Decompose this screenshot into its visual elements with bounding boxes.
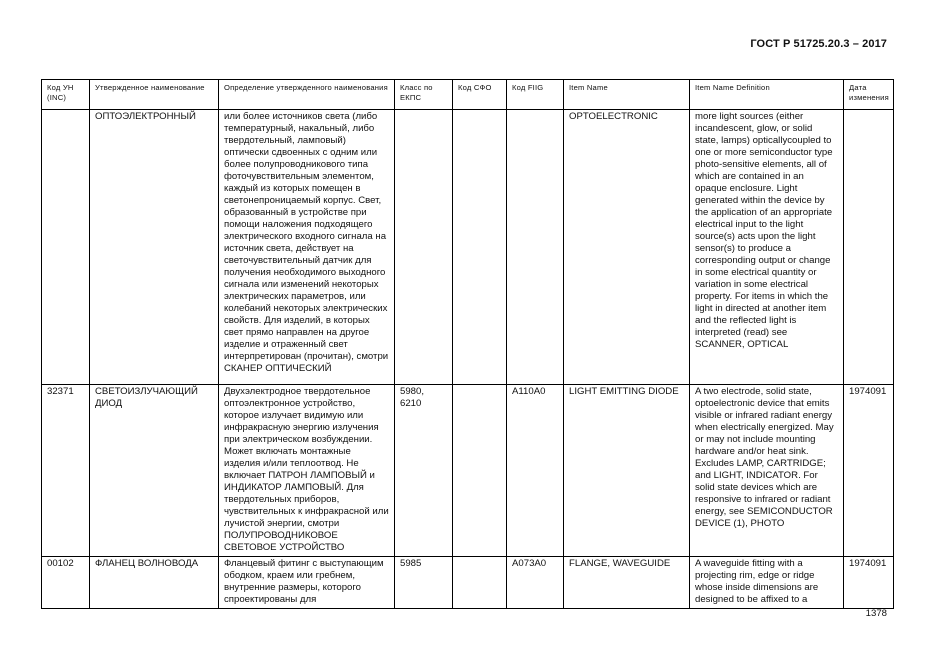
- table-row: [42, 385, 894, 557]
- cell-date: 1974091: [844, 385, 894, 557]
- cell-ekps: 5980, 6210: [395, 385, 453, 557]
- cell-sfo: [453, 110, 507, 385]
- cell-item-definition: more light sources (either incandescent, glow, or solid state, lamps) opticallycoupled to one or more semiconductor type photo-sensitive elements, all of which are contained in an opaque enclosure. Light generated within the device by the application of an appropriate electrical input to the light source(s) acts upon the light sensor(s) to produce a corresponding output or change in some electrical quantity or variation in some electrical property. For items in which the light in directed at another item and the reflected light is interpreted (read) see SCANNER, OPTICAL: [690, 110, 844, 385]
- col-header-name-ru: Утвержденное наименование: [90, 80, 219, 110]
- standard-designation: ГОСТ Р 51725.20.3 – 2017: [750, 38, 887, 50]
- cell-definition-ru: Двухэлектродное твердотельное оптоэлектронное устройство, которое излучает видимую или инфракрасную энергию излучения при электрическом возбуждении. Может включать монтажные изделия и/или теплоотвод. Не включает ПАТРОН ЛАМПОВЫЙ и ИНДИКАТОР ЛАМПОВЫЙ. Для твердотельных приборов, чувствительных к инфракрасной или лучистой энергии, смотри ПОЛУПРОВОДНИКОВОЕ СВЕТОВОЕ УСТРОЙСТВО: [219, 385, 395, 557]
- col-header-item-name: Item Name: [564, 80, 690, 110]
- cell-definition-ru: Фланцевый фитинг с выступающим ободком, краем или гребнем, внутренние размеры, которого спроектированы для: [219, 557, 395, 609]
- cell-sfo: [453, 557, 507, 609]
- cell-name-ru: ФЛАНЕЦ ВОЛНОВОДА: [90, 557, 219, 609]
- cell-inc: 00102: [42, 557, 90, 609]
- cell-definition-ru: или более источников света (либо температурный, накальный, либо твердотельный, ламповый) оптически сдвоенных с одним или более полупроводникового типа фоточувствительным элементом, каждый из которых помещен в светонепроницаемый корпус. Свет, образованный в устройстве при помощи наложения подходящего электрического входного сигнала на источник света, действует на светочувствительный датчик для получения необходимого выходного сигнала или изменений некоторых электрических параметров, или колебаний некоторых электрических свойств. Для изделий, в которых свет прямо направлен на другое изделие и отраженный свет интерпретирован (прочитан), смотри СКАНЕР ОПТИЧЕСКИЙ: [219, 110, 395, 385]
- table-row: [42, 110, 894, 385]
- cell-inc: [42, 110, 90, 385]
- cell-fiig: A110A0: [507, 385, 564, 557]
- col-header-sfo: Код СФО: [453, 80, 507, 110]
- page-number: 1378: [865, 608, 887, 619]
- cell-name-ru: ОПТОЭЛЕКТРОННЫЙ: [90, 110, 219, 385]
- table-row: [42, 557, 894, 609]
- cell-item-definition: A waveguide fitting with a projecting rim, edge or ridge whose inside dimensions are designed to be affixed to a: [690, 557, 844, 609]
- catalog-table: [41, 79, 894, 609]
- cell-date: 1974091: [844, 557, 894, 609]
- cell-item-name: OPTOELECTRONIC: [564, 110, 690, 385]
- col-header-item-definition: Item Name Definition: [690, 80, 844, 110]
- cell-item-name: LIGHT EMITTING DIODE: [564, 385, 690, 557]
- cell-item-definition: A two electrode, solid state, optoelectronic device that emits visible or infrared radiant energy when electrically energized. May or may not include mounting hardware and/or heat sink. Excludes LAMP, CARTRIDGE; and LIGHT, INDICATOR. For solid state devices which are responsive to infrared or radiant energy, see SEMICONDUCTOR DEVICE (1), PHOTO: [690, 385, 844, 557]
- cell-ekps: [395, 110, 453, 385]
- col-header-ekps: Класс по ЕКПС: [395, 80, 453, 110]
- cell-fiig: A073A0: [507, 557, 564, 609]
- cell-name-ru: СВЕТОИЗЛУЧАЮЩИЙ ДИОД: [90, 385, 219, 557]
- cell-date: [844, 110, 894, 385]
- col-header-fiig: Код FIIG: [507, 80, 564, 110]
- col-header-inc: Код УН (INC): [42, 80, 90, 110]
- col-header-date: Дата изменения: [844, 80, 894, 110]
- col-header-definition-ru: Определение утвержденного наименования: [219, 80, 395, 110]
- cell-fiig: [507, 110, 564, 385]
- cell-item-name: FLANGE, WAVEGUIDE: [564, 557, 690, 609]
- cell-inc: 32371: [42, 385, 90, 557]
- cell-sfo: [453, 385, 507, 557]
- cell-ekps: 5985: [395, 557, 453, 609]
- table-header-row: [42, 80, 894, 110]
